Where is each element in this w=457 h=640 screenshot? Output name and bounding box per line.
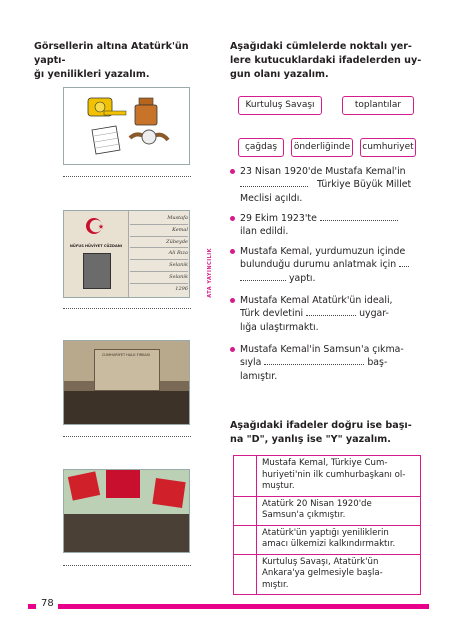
tf-heading-line-1: Aşağıdaki ifadeler doğru ise başı- <box>230 420 412 431</box>
photo-caption: CUMHURİYET HALK FIRKASI <box>101 353 151 357</box>
id-card-row-3: Zübeyde <box>130 237 188 249</box>
item-3-text-a: Mustafa Kemal, yurdumuzun içinde <box>240 246 406 257</box>
tf-statement-1-line-3: muştur. <box>262 481 295 491</box>
tf-statement-4-line-1: Kurtuluş Savaşı, Atatürk'ün <box>262 556 379 567</box>
item-5-text-c: baş- <box>367 357 388 369</box>
right-heading <box>230 40 425 82</box>
item-4-text-c: uygar- <box>359 308 389 320</box>
answer-line-1[interactable] <box>63 176 191 177</box>
historical-photo-image <box>63 340 190 425</box>
item-2-blank[interactable] <box>320 212 398 221</box>
tf-statement-1-line-1: Mustafa Kemal, Türkiye Cum- <box>262 458 388 468</box>
word-box-toplantilar: toplantılar <box>342 96 414 115</box>
true-false-heading <box>230 419 425 447</box>
tf-statement-2 <box>257 497 420 525</box>
answer-line-2[interactable] <box>63 308 191 309</box>
item-1-text-b: Türkiye Büyük Millet <box>316 179 412 191</box>
id-card-photo <box>83 253 111 289</box>
footer-bar-left <box>28 604 36 609</box>
item-5-text-a: Mustafa Kemal'in Samsun'a çıkma- <box>240 344 404 355</box>
fill-in-item-5 <box>230 343 418 383</box>
word-box-cumhuriyet: cumhuriyet <box>360 138 416 157</box>
tf-statement-1 <box>257 456 420 496</box>
tf-statement-1-line-2: huriyeti'nin ilk cumhurbaşkanı ol- <box>262 469 406 480</box>
left-heading-line-2: ğı yenilikleri yazalım. <box>34 69 150 80</box>
id-card-image <box>63 210 190 298</box>
item-4-text-d: lığa ulaştırmaktı. <box>240 321 319 333</box>
item-4-text-a: Mustafa Kemal Atatürk'ün ideali, <box>240 295 393 306</box>
id-card-row-7: 1296 <box>175 285 188 292</box>
tf-row-1 <box>234 456 420 497</box>
item-5-text-d: lamıştır. <box>240 370 278 382</box>
crescent-star-icon <box>84 215 106 237</box>
people-group <box>64 514 189 553</box>
item-4-text-b: Türk devletini <box>240 308 304 320</box>
word-box-kurtulus-savasi: Kurtuluş Savaşı <box>238 96 322 115</box>
tf-heading-line-2: na "D", yanlış ise "Y" yazalım. <box>230 434 391 445</box>
tf-answer-cell-2[interactable] <box>234 497 257 525</box>
watch-icon <box>130 130 168 144</box>
item-3-blank-a[interactable] <box>399 258 409 267</box>
item-1-text-c: Meclisi açıldı. <box>240 192 303 204</box>
tf-statement-3 <box>257 526 420 554</box>
item-4-blank[interactable] <box>306 307 356 316</box>
tf-statement-2-line-1: Atatürk 20 Nisan 1920'de <box>262 498 372 509</box>
tf-statement-4 <box>257 555 420 595</box>
tf-statement-2-line-2: Samsun'a çıkmıştır. <box>262 510 346 520</box>
item-3-text-b: bulunduğu durumu anlatmak için <box>240 259 397 271</box>
id-card-row-1: Mustafa <box>130 213 188 225</box>
word-box-cagdas: çağdaş <box>238 138 284 157</box>
bullet-dot <box>230 216 235 221</box>
calendar-icon <box>92 126 120 154</box>
tf-statement-3-line-1: Atatürk'ün yaptığı yeniliklerin <box>262 527 389 538</box>
item-1-text-a: 23 Nisan 1920'de Mustafa Kemal'in <box>240 166 406 177</box>
measurement-objects-image <box>63 87 190 165</box>
true-false-table <box>233 455 421 595</box>
item-5-text-b: sıyla <box>240 357 262 369</box>
publisher-side-text: ATA YAYINCILIK <box>207 248 213 298</box>
item-3-text-c: yaptı. <box>288 272 316 284</box>
left-heading <box>34 40 214 82</box>
id-card-row-4: Ali Rıza <box>130 248 188 260</box>
fill-in-item-4 <box>230 294 418 334</box>
item-2-text-b: ilan edildi. <box>240 226 289 238</box>
flags-photo-image <box>63 469 190 553</box>
item-1-blank[interactable] <box>240 178 308 187</box>
right-heading-line-1: Aşağıdaki cümlelerde noktalı yer- <box>230 41 412 52</box>
bullet-dot <box>230 298 235 303</box>
id-card-row-2: Kemal <box>130 225 188 237</box>
tf-statement-4-line-3: mıştır. <box>262 579 289 590</box>
right-heading-line-2: lere kutucuklardaki ifadelerden uy- <box>230 55 422 66</box>
weight-icon <box>135 98 157 125</box>
answer-line-3[interactable] <box>63 436 191 437</box>
bullet-dot <box>230 249 235 254</box>
bullet-dot <box>230 169 235 174</box>
tf-answer-cell-3[interactable] <box>234 526 257 554</box>
crowd <box>64 391 189 425</box>
answer-line-4[interactable] <box>63 565 191 566</box>
bullet-dot <box>230 347 235 352</box>
item-2-text-a: 29 Ekim 1923'te <box>240 213 317 224</box>
fill-in-item-2 <box>230 212 418 239</box>
fill-in-item-3 <box>230 245 418 285</box>
footer-bar-right <box>58 604 429 609</box>
tf-statement-4-line-2: Ankara'ya gelmesiyle başla- <box>262 568 383 578</box>
tape-measure-icon <box>88 98 126 116</box>
item-3-blank-b[interactable] <box>240 272 286 281</box>
tf-row-3 <box>234 526 420 555</box>
item-5-blank[interactable] <box>264 356 364 365</box>
tf-row-2 <box>234 497 420 526</box>
tf-answer-cell-1[interactable] <box>234 456 257 496</box>
id-card-row-6: Selanik <box>130 272 188 284</box>
right-heading-line-3: gun olanı yazalım. <box>230 69 329 80</box>
id-card-title: NÜFUS HÜVİYET CÜZDANI <box>69 244 123 248</box>
tf-statement-3-line-2: amacı ülkemizi kalkındırmaktır. <box>262 539 396 549</box>
id-card-row-5: Selanik <box>130 260 188 272</box>
tf-row-4 <box>234 555 420 595</box>
fill-in-item-1 <box>230 165 418 205</box>
flag-red-2 <box>106 470 140 498</box>
word-box-onderliginde: önderliğinde <box>291 138 353 157</box>
left-heading-line-1: Görsellerin altına Atatürk'ün yaptı- <box>34 41 189 66</box>
tf-answer-cell-4[interactable] <box>234 555 257 595</box>
flag-red-3 <box>152 478 185 508</box>
page-number: 78 <box>41 598 54 609</box>
